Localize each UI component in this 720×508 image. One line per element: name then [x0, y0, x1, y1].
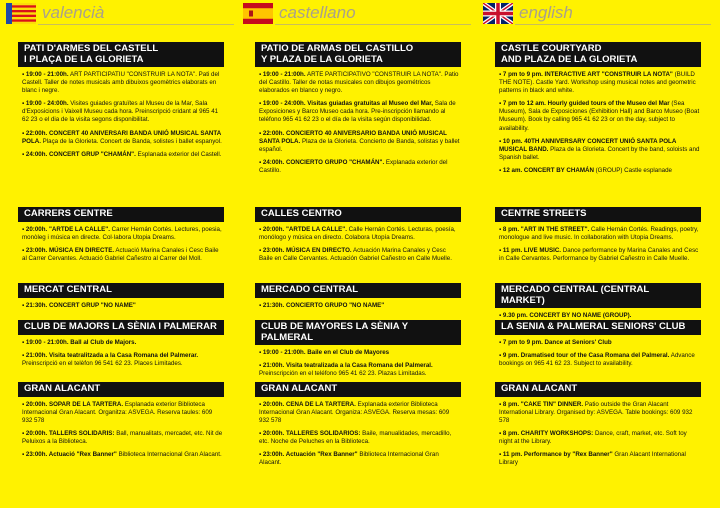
event-time: ▪ 21:30h. CONCERT GRUP "NO NAME" [22, 301, 136, 309]
section-heading: GRAN ALACANT [495, 382, 701, 397]
event-item [499, 100, 701, 132]
event-description: Preinscripció en el telèfon 96 541 62 23. Places Limitades. [22, 359, 183, 367]
event-time: ▪ 9 pm. Dramatised tour of the Casa Romana del Palmeral. [499, 351, 670, 359]
event-item [499, 451, 701, 467]
event-list [499, 339, 701, 368]
event-time: ▪ 24:00h. CONCERT GRUP "CHAMÁN". [22, 150, 136, 158]
event-time: ▪ 19:00 - 24:00h. Visitas guiadas gratuitas al Museo del Mar, [259, 100, 434, 108]
event-time: ▪ 8 pm. "ART IN THE STREET". [499, 225, 590, 233]
language-header [483, 0, 701, 28]
spain-flag-icon [243, 3, 273, 24]
event-section [243, 320, 461, 383]
event-item [499, 312, 701, 320]
uk-flag-icon [483, 3, 513, 24]
event-description: ARTE PARTICIPATIVO "CONSTRUIR LA NOTA". Patio del Castillo. Taller de notas musicales con dibujos geométricos elaborados en blanco y negro. [259, 71, 459, 95]
event-time: ▪ 20:00h. SOPAR DE LA TARTERA. [22, 400, 124, 408]
divider [515, 24, 711, 25]
language-title: valencià [42, 3, 105, 22]
event-description: Dance performance by Marina Canales and Cesc in Calle Cervantes. Performance by Gabriel Cañestro in Calle Muelle. [499, 246, 699, 262]
event-list [259, 302, 461, 310]
event-item [22, 451, 224, 459]
section-heading: CALLES CENTRO [255, 207, 461, 222]
event-item [22, 430, 224, 446]
event-section [243, 207, 461, 268]
event-description: Explanada exterior del Castillo. [259, 158, 448, 174]
event-list [259, 71, 461, 175]
event-description: Calle Hernán Cortés. Lecturas, poesía, monólogo y música en directo. Colabora Utopía Dreams. [259, 225, 456, 241]
divider [275, 24, 471, 25]
event-time: ▪ 8 pm. "CAKE TIN" DINNER. [499, 400, 584, 408]
section-heading: PATIO DE ARMAS DEL CASTILLO Y PLAZA DE LA GLORIETA [255, 42, 461, 67]
event-time: ▪ 21:30h. CONCIERTO GRUPO "NO NAME" [259, 301, 385, 309]
event-item [259, 159, 461, 175]
event-item [22, 339, 224, 347]
event-description: Plaza de la Glorieta. Concierto de Banda, solistas y ballet español. [259, 137, 460, 153]
event-item [499, 401, 701, 425]
event-section [6, 42, 224, 164]
event-description: Carrer Hernán Cortés. Lectures, poesia, monòleg i música en directe. Col·labora Utopia Dreams. [22, 225, 222, 241]
event-section [483, 207, 701, 268]
event-item [499, 339, 701, 347]
event-description: Biblioteca Internacional Gran Alacant. [116, 450, 222, 458]
language-header [243, 0, 461, 28]
event-item [499, 430, 701, 446]
event-section [483, 42, 701, 180]
section-heading: CLUB DE MAYORES LA SÈNIA Y PALMERAL [255, 320, 461, 345]
event-item [259, 362, 461, 378]
event-item [259, 451, 461, 467]
event-item [22, 226, 224, 242]
section-heading: CENTRE STREETS [495, 207, 701, 222]
event-time: ▪ 8 pm. CHARITY WORKSHOPS: [499, 429, 594, 437]
event-time: ▪ 19:00 - 21:00h. [22, 71, 69, 78]
event-description: Actuación Marina Canales y Cesc Baile en Calle Cervantes. Actuación Gabriel Cañestro en Calle Muelle. [259, 246, 452, 262]
event-time: ▪ 19:00 - 21:00h. Ball al Club de Majors. [22, 338, 137, 346]
event-list [22, 401, 224, 460]
event-time: ▪ 11 pm. LIVE MUSIC. [499, 246, 562, 254]
event-description: Dance, craft, market, etc. Soft toy night at the Library. [499, 429, 687, 445]
event-time: ▪ 10 pm. 40TH ANNIVERSARY CONCERT UNIÓ SANTA POLA MUSICAL BAND. [499, 137, 677, 153]
event-time: ▪ 12 am. CONCERT BY CHAMÁN [499, 166, 594, 174]
event-item [259, 247, 461, 263]
event-item [259, 226, 461, 242]
column-english [483, 0, 701, 467]
event-list [22, 71, 224, 159]
section-heading: GRAN ALACANT [18, 382, 224, 397]
event-description: (GROUP) Castle esplanade [593, 166, 672, 174]
event-section [243, 42, 461, 180]
event-time: ▪ 20:00h. "ARTDE LA CALLE". [22, 225, 110, 233]
event-item [22, 247, 224, 263]
event-item [259, 130, 461, 154]
section-heading: MERCADO CENTRAL (CENTRAL MARKET) [495, 283, 701, 308]
section-heading: MERCAT CENTRAL [18, 283, 224, 298]
event-list [259, 226, 461, 263]
event-time: ▪ 20:00h. TALLERES SOLIDARIOS: [259, 429, 361, 437]
section-heading: CASTLE COURTYARD AND PLAZA DE LA GLORIETA [495, 42, 701, 67]
event-section [243, 283, 461, 315]
event-item [499, 167, 701, 175]
event-list [22, 226, 224, 263]
event-item [259, 349, 461, 357]
event-time: ▪ 23:00h. Actuación "Rex Banner" [259, 450, 358, 458]
event-time: ▪ 7 pm to 9 pm. Dance at Seniors' Club [499, 338, 612, 346]
event-item [22, 302, 224, 310]
event-description: ART PARTICIPATIU "CONSTRUIR LA NOTA". Pati del Castell. Taller de notes musicals amb dibuixos geomètrics elaborats en blanc i negre. [22, 71, 220, 95]
event-time: ▪ 19:00 - 21:00h. [259, 71, 306, 78]
column-valencia [6, 0, 224, 458]
section-heading: GRAN ALACANT [255, 382, 461, 397]
event-list [22, 302, 224, 310]
event-description: Esplanada exterior Biblioteca Internacional Gran Alacant. Organitza: ASVEGA. Reserva taules: 609 932 578 [22, 400, 213, 424]
event-time: ▪ 7 pm to 9 pm. INTERACTIVE ART "CONSTRUIR LA NOTA" [499, 71, 673, 78]
event-time: ▪ 21:00h. Visita teatralizada a la Casa Romana del Palmeral. [259, 362, 433, 370]
event-description: Plaça de la Glorieta. Concert de Banda, solistes i ballet espanyol. [40, 137, 222, 145]
event-time: ▪ 20:00h. CENA DE LA TARTERA. [259, 400, 356, 408]
section-heading: LA SENIA & PALMERAL SENIORS' CLUB [495, 320, 701, 335]
event-item [499, 352, 701, 368]
event-description: Visites guiades gratuïtes al Museu de la Mar, Sala d'Exposicions i Vaixell Museu cada hora. Preinscripció cridant al 965 41 62 23 o el dia de la visita segons disponibilitat. [22, 100, 219, 124]
event-list [499, 71, 701, 175]
language-title: english [519, 3, 573, 22]
event-item [22, 352, 224, 368]
event-item [22, 130, 224, 146]
event-section [243, 382, 461, 472]
event-item [22, 401, 224, 425]
event-section [483, 320, 701, 373]
event-list [259, 401, 461, 468]
event-time: ▪ 22:00h. CONCIERTO 40 ANIVERSARIO BANDA UNIÓ MUSICAL SANTA POLA. [259, 129, 447, 145]
event-section [6, 382, 224, 464]
event-description: (Sea Museum), Sala de Exposiciones (Exhibition Hall) and Barco Museo (Boat Museum). Book by calling 965 41 62 23 or on the day, subject to availability. [499, 100, 700, 132]
event-item [259, 71, 461, 95]
event-time: ▪ 24:00h. CONCIERTO GRUPO "CHAMÁN". [259, 158, 385, 166]
column-castellano [243, 0, 461, 467]
event-item [259, 401, 461, 425]
event-time: ▪ 19:00 - 24:00h. [22, 100, 69, 108]
event-item [259, 302, 461, 310]
event-description: (BUILD THE NOTE). Castle Yard. Workshop using musical notes and geometric patterns in black and white. [499, 71, 696, 95]
event-time: ▪ 22:00h. CONCERT 40 ANIVERSARI BANDA UNIÓ MUSICAL SANTA POLA. [22, 129, 221, 145]
event-list [499, 226, 701, 263]
section-heading: PATI D'ARMES DEL CASTELL I PLAÇA DE LA GLORIETA [18, 42, 224, 67]
event-list [259, 349, 461, 378]
event-item [259, 430, 461, 446]
event-item [259, 100, 461, 124]
language-header [6, 0, 224, 28]
event-list [499, 312, 701, 320]
event-section [483, 283, 701, 325]
event-description: Biblioteca Internacional Gran Alacant. [259, 450, 439, 467]
divider [38, 24, 234, 25]
event-time: ▪ 23:00h. MÚSICA EN DIRECTO. [259, 246, 352, 254]
event-item [499, 226, 701, 242]
event-item [499, 247, 701, 263]
event-time: ▪ 7 pm to 12 am. Hourly guided tours of the Museo del Mar [499, 100, 670, 108]
section-heading: CARRERS CENTRE [18, 207, 224, 222]
event-section [6, 207, 224, 268]
event-time: ▪ 21:00h. Visita teatralitzada a la Casa Romana del Palmerar. [22, 351, 199, 359]
language-title: castellano [279, 3, 356, 22]
event-description: Preinscripción en el teléfono 965 41 62 23. Plazas Limitadas. [259, 370, 427, 378]
event-list [22, 339, 224, 368]
event-description: Patio outside the Gran Alacant International Library. Organised by: ASVEGA. Table bookings: 609 932 578 [499, 400, 693, 424]
event-description: Esplanada exterior del Castell. [135, 150, 222, 158]
event-item [499, 71, 701, 95]
event-section [6, 320, 224, 373]
event-time: ▪ 23:00h. MÚSICA EN DIRECTE. [22, 246, 115, 254]
section-heading: MERCADO CENTRAL [255, 283, 461, 298]
event-time: ▪ 9.30 pm. CONCERT BY NO NAME (GROUP). [499, 312, 632, 319]
event-description: Gran Alacant International Library [499, 450, 686, 467]
event-description: Plaza de la Glorieta. Concert by the band, soloists and Spanish ballet. [499, 145, 700, 161]
valencia-flag-icon [6, 3, 36, 24]
event-item [499, 138, 701, 162]
section-heading: CLUB DE MAJORS LA SÈNIA I PALMERAR [18, 320, 224, 335]
event-description: Calle Hernán Cortés. Readings, poetry, monologue and live music. In collaboration with Utopia Dreams. [499, 225, 699, 241]
event-time: ▪ 11 pm. Performance by "Rex Banner" [499, 450, 613, 458]
event-item [22, 100, 224, 124]
event-description: Baile, manualidades, mercadillo, etc. Noche de Peluches en la Biblioteca. [259, 429, 452, 445]
event-item [22, 71, 224, 95]
event-time: ▪ 20:00h. TALLERS SOLIDARIS: [22, 429, 115, 437]
event-time: ▪ 23:00h. Actuació "Rex Banner" [22, 450, 117, 458]
event-item [22, 151, 224, 159]
event-list [499, 401, 701, 468]
event-description: Sala de Exposiciones y Barco Museo cada hora. Pre-inscripción llamando al teléfono 965 41 62 23 o el día de la visita según disponibilidad. [259, 100, 456, 124]
event-section [6, 283, 224, 315]
event-description: Ball, manualitats, mercadet, etc. Nit de Peluixos a la Biblioteca. [22, 429, 223, 445]
event-time: ▪ 20:00h. "ARTDE LA CALLE". [259, 225, 347, 233]
event-description: Actuació Marina Canales i Cesc Baile al Carrer Cervantes. Actuació Gabriel Cañestro al Carrer del Moll. [22, 246, 219, 262]
event-description: Explanada exterior Biblioteca Internacional Gran Alacant. Organiza: ASVEGA. Reserva mesas: 609 932 578 [259, 400, 450, 424]
event-time: ▪ 19:00 - 21:00h. Baile en el Club de Mayores [259, 349, 390, 356]
event-description: Advance bookings on 965 41 62 23. Subject to availability. [499, 351, 695, 367]
event-section [483, 382, 701, 472]
